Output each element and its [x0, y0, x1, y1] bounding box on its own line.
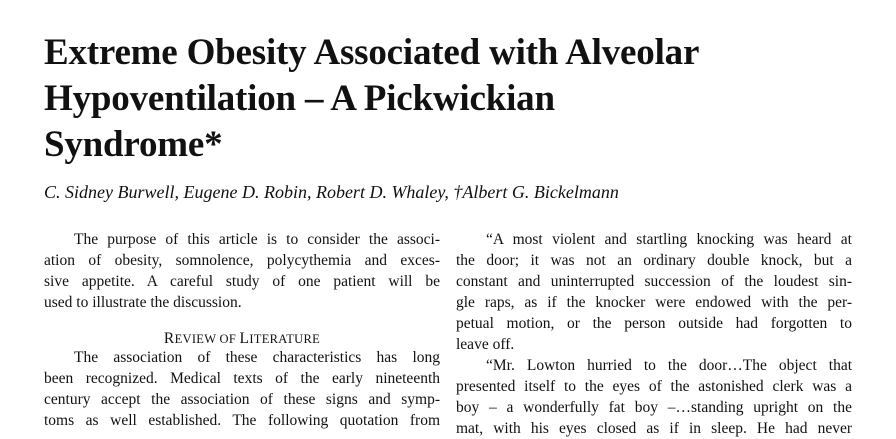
quote-paragraph-1 [456, 229, 852, 355]
title-line-3: Syndrome* [44, 124, 223, 165]
intro-paragraph [44, 229, 440, 313]
text-line: gle raps, as if the knocker were endowed with the per- [456, 294, 852, 311]
text-line: toms as well established. The following quotation from [44, 412, 440, 429]
text-line: ation of obesity, somnolence, polycythemia and exces- [44, 252, 440, 269]
text-line: century accept the association of these signs and symp- [44, 391, 440, 408]
text-line: used to illustrate the discussion. [44, 294, 242, 311]
text-line: The association of these characteristics has long [74, 349, 440, 366]
text-line: The purpose of this article is to consider the associ- [74, 231, 440, 248]
right-column [456, 229, 852, 439]
text-line: petual motion, or the person outside had forgotten to [456, 315, 852, 332]
article-title [44, 30, 864, 168]
text-line: been recognized. Medical texts of the early nineteenth [44, 370, 440, 387]
text-line: presented itself to the eyes of the astonished clerk was a [456, 378, 852, 395]
left-column [44, 229, 440, 431]
title-line-2: Hypoventilation – A Pickwickian [44, 78, 555, 119]
text-line: “Mr. Lowton hurried to the door…The object that [486, 357, 852, 374]
text-line: constant and uninterrupted succession of the loudest sin- [456, 273, 852, 290]
article-authors: C. Sidney Burwell, Eugene D. Robin, Robert D. Whaley, †Albert G. Bickelmann [44, 182, 619, 202]
literature-paragraph [44, 347, 440, 431]
quote-paragraph-2 [456, 355, 852, 439]
title-line-1: Extreme Obesity Associated with Alveolar [44, 32, 700, 73]
text-line: sive appetite. A careful study of one patient will be [44, 273, 440, 290]
text-line: boy – a wonderfully fat boy –…standing upright on the [456, 399, 852, 416]
section-heading-review-of-literature: REVIEW OF LITERATURE [163, 330, 321, 347]
text-line: leave off. [456, 336, 515, 353]
text-line: the door; it was not an ordinary double knock, but a [456, 252, 852, 269]
text-line: mat, with his eyes closed as if in sleep. He had never [456, 420, 852, 437]
text-line: “A most violent and startling knocking was heard at [486, 231, 852, 248]
